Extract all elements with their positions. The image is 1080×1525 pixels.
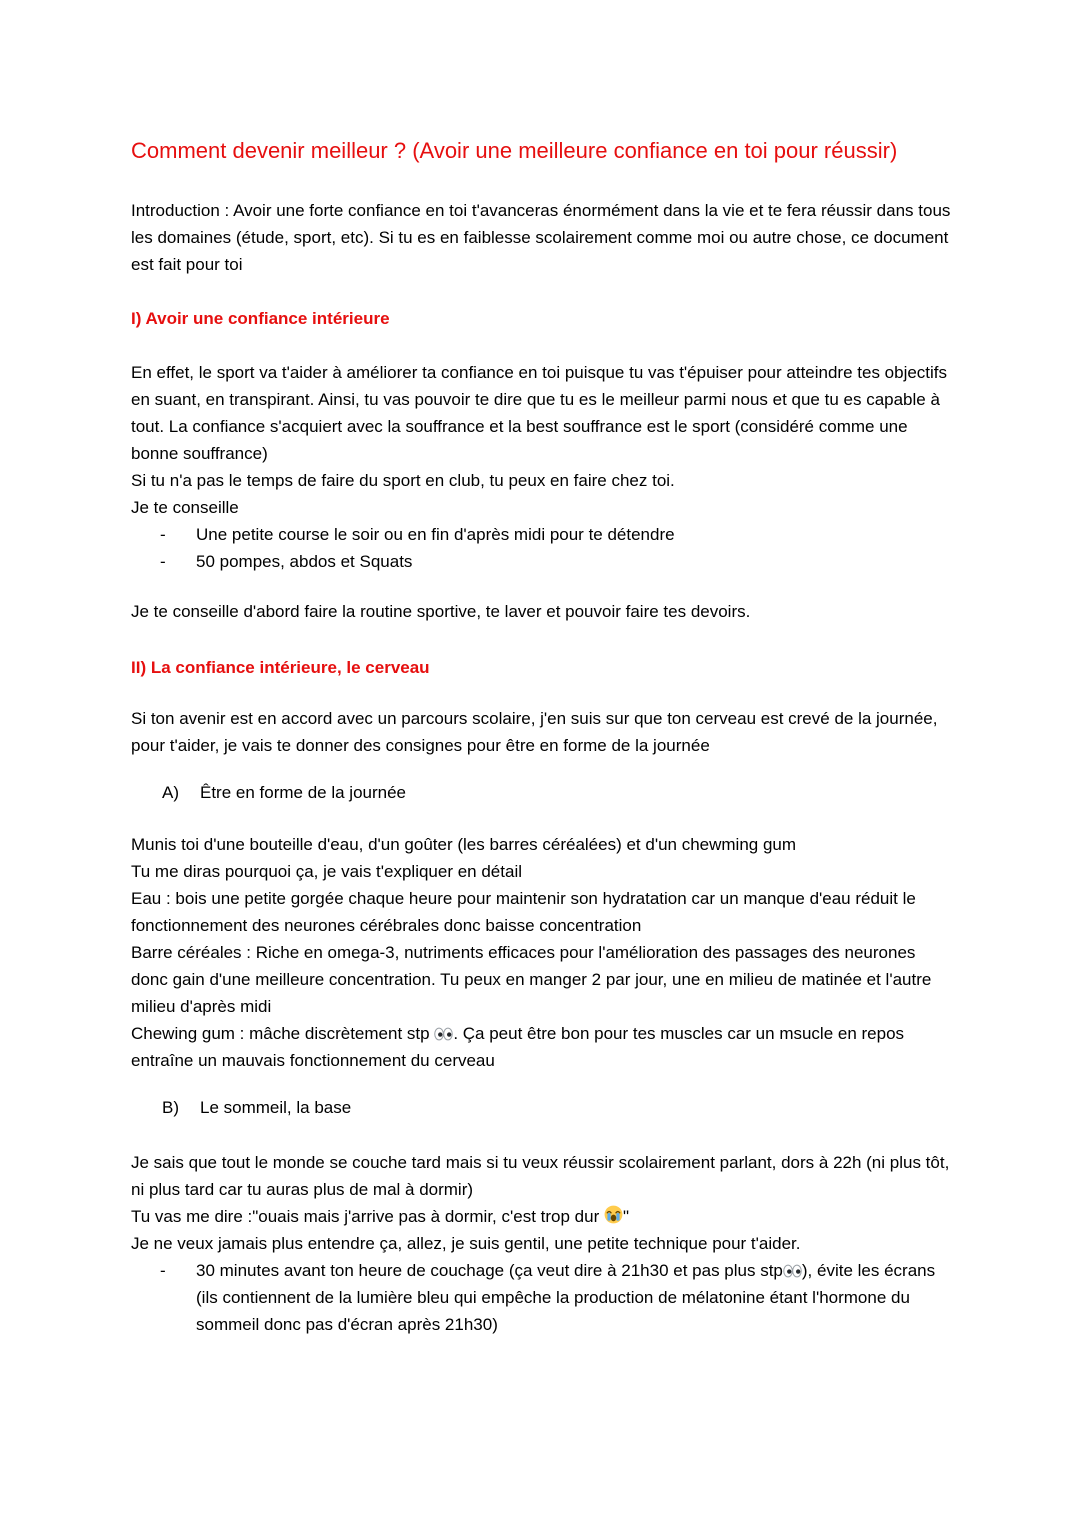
list-item — [131, 521, 951, 548]
body-line: Si tu n'a pas le temps de faire du sport en club, tu peux en faire chez toi. — [131, 471, 675, 490]
crying-face-emoji — [604, 1205, 623, 1224]
subsection-a-body — [131, 831, 951, 1074]
bullet-text: 50 pompes, abdos et Squats — [196, 552, 413, 571]
body-text-segment: 30 minutes avant ton heure de couchage (ça veut dire à 21h30 et pas plus stp — [196, 1261, 783, 1280]
body-line: Barre céréales : Riche en omega-3, nutriments efficaces pour l'amélioration des passages des neurones donc gain d'une meilleure concentration. Tu peux en manger 2 par jour, une en milieu de matinée et l'autre milieu d'après midi — [131, 943, 932, 1016]
body-text-segment: ), évite les écrans (ils contiennent de la lumière bleu qui empêche la production de mélatonine étant l'hormone du sommeil donc pas d'écran après 21h30) — [196, 1261, 936, 1334]
body-line — [131, 1203, 951, 1230]
eyes-emoji — [783, 1264, 802, 1278]
intro-paragraph: Introduction : Avoir une forte confiance en toi t'avanceras énormément dans la vie et te fera réussir dans tous les domaines (étude, sport, etc). Si tu es en faiblesse scolairement comme moi ou autre chose, ce document est fait pour toi — [131, 201, 951, 274]
bullet-dash: - — [160, 1261, 166, 1280]
section-1-closing: Je te conseille d'abord faire la routine sportive, te laver et pouvoir faire tes devoirs. — [131, 602, 751, 621]
section-2-heading: II) La confiance intérieure, le cerveau — [131, 658, 430, 677]
subsection-label: B) — [162, 1098, 179, 1117]
body-line: Je sais que tout le monde se couche tard mais si tu veux réussir scolairement parlant, dors à 22h (ni plus tôt, ni plus tard car tu auras plus de mal à dormir) — [131, 1153, 950, 1199]
section-1-bullet-list — [131, 521, 951, 575]
list-item — [131, 1257, 951, 1338]
subsection-label: A) — [162, 783, 179, 802]
subsection-title: Être en forme de la journée — [200, 783, 407, 802]
section-2-paragraph: Si ton avenir est en accord avec un parcours scolaire, j'en suis sur que ton cerveau est crevé de la journée, pour t'aider, je vais te donner des consignes pour être en forme de la journée — [131, 709, 938, 755]
subsection-b-heading — [131, 1094, 951, 1121]
body-line: Tu me diras pourquoi ça, je vais t'expliquer en détail — [131, 862, 522, 881]
body-line: Munis toi d'une bouteille d'eau, d'un goûter (les barres céréalées) et d'un chewming gum — [131, 835, 797, 854]
subsection-b-body — [131, 1149, 951, 1338]
body-text-segment: . Ça peut être bon pour tes muscles car un msucle en repos entraîne un mauvais fonctionnement du cerveau — [131, 1024, 905, 1070]
section-1-body — [131, 359, 951, 521]
bullet-dash: - — [160, 552, 166, 571]
body-text-segment: Chewing gum : mâche discrètement stp — [131, 1024, 435, 1043]
subsection-title: Le sommeil, la base — [200, 1098, 352, 1117]
document-title: Comment devenir meilleur ? (Avoir une meilleure confiance en toi pour réussir) — [131, 138, 898, 163]
body-text-segment: Tu vas me dire :"ouais mais j'arrive pas à dormir, c'est trop dur — [131, 1207, 604, 1226]
body-text-segment: " — [622, 1207, 630, 1226]
body-line: Je ne veux jamais plus entendre ça, allez, je suis gentil, une petite technique pour t'aider. — [131, 1234, 801, 1253]
subsection-a-heading — [131, 779, 951, 806]
body-line: Eau : bois une petite gorgée chaque heure pour maintenir son hydratation car un manque d'eau réduit le fonctionnement des neurones cérébrales donc baisse concentration — [131, 889, 916, 935]
bullet-text: Une petite course le soir ou en fin d'après midi pour te détendre — [196, 525, 675, 544]
body-line: En effet, le sport va t'aider à améliorer ta confiance en toi puisque tu vas t'épuiser pour atteindre tes objectifs en suant, en transpirant. Ainsi, tu vas pouvoir te dire que tu es le meilleur parmi nous et que tu es capable à tout. La confiance s'acquiert avec la souffrance et la best souffrance est le sport (considéré comme une bonne souffrance) — [131, 363, 948, 463]
list-item — [131, 548, 951, 575]
body-line: Je te conseille — [131, 498, 239, 517]
bullet-text — [196, 1257, 951, 1338]
bullet-dash: - — [160, 525, 166, 544]
section-1-heading: I) Avoir une confiance intérieure — [131, 309, 390, 328]
body-line — [131, 1020, 951, 1074]
eyes-emoji — [434, 1027, 453, 1041]
